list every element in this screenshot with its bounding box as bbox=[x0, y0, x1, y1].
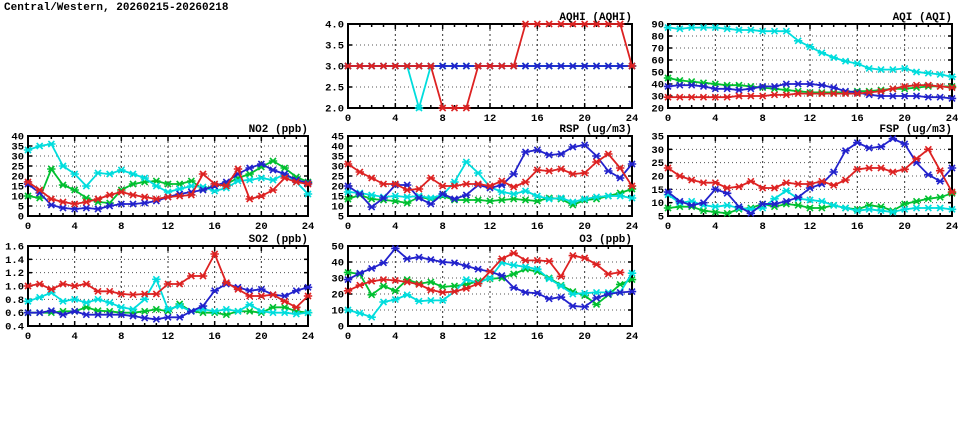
svg-text:24: 24 bbox=[625, 331, 639, 342]
svg-text:10: 10 bbox=[331, 201, 344, 214]
svg-text:O3 (ppb): O3 (ppb) bbox=[579, 234, 632, 246]
svg-text:25: 25 bbox=[11, 161, 24, 174]
svg-text:SO2 (ppb): SO2 (ppb) bbox=[248, 234, 308, 246]
svg-text:4: 4 bbox=[712, 221, 719, 232]
svg-text:3.0: 3.0 bbox=[325, 61, 344, 74]
chart-rsp bbox=[322, 120, 644, 236]
svg-text:50: 50 bbox=[651, 67, 664, 80]
svg-text:2.5: 2.5 bbox=[325, 82, 344, 95]
svg-text:12: 12 bbox=[161, 221, 175, 232]
svg-text:40: 40 bbox=[651, 79, 664, 92]
svg-text:1.2: 1.2 bbox=[5, 268, 24, 281]
svg-text:0: 0 bbox=[17, 211, 24, 224]
svg-text:0: 0 bbox=[344, 331, 352, 342]
svg-text:15: 15 bbox=[11, 181, 24, 194]
rsp-plot bbox=[322, 120, 644, 232]
svg-text:24: 24 bbox=[625, 113, 639, 124]
svg-text:0.8: 0.8 bbox=[5, 294, 24, 307]
svg-text:10: 10 bbox=[11, 191, 24, 204]
svg-text:1.0: 1.0 bbox=[5, 281, 24, 294]
svg-text:24: 24 bbox=[945, 113, 959, 124]
svg-text:20: 20 bbox=[255, 221, 268, 232]
svg-text:20: 20 bbox=[898, 113, 911, 124]
svg-text:2.0: 2.0 bbox=[325, 103, 344, 116]
svg-text:AQHI (AQHI): AQHI (AQHI) bbox=[559, 12, 632, 24]
svg-text:30: 30 bbox=[11, 151, 24, 164]
page-title: Central/Western, 20260215-20260218 bbox=[4, 2, 229, 14]
svg-text:16: 16 bbox=[851, 221, 864, 232]
svg-text:24: 24 bbox=[301, 331, 315, 342]
svg-text:0: 0 bbox=[664, 221, 672, 232]
svg-text:0: 0 bbox=[24, 331, 32, 342]
svg-text:0: 0 bbox=[664, 113, 672, 124]
svg-text:20: 20 bbox=[578, 113, 591, 124]
o3-plot bbox=[322, 230, 644, 342]
svg-text:80: 80 bbox=[651, 31, 664, 44]
svg-text:5: 5 bbox=[657, 211, 664, 224]
svg-text:8: 8 bbox=[759, 221, 766, 232]
svg-text:30: 30 bbox=[651, 144, 664, 157]
svg-text:FSP (ug/m3): FSP (ug/m3) bbox=[879, 124, 952, 136]
svg-text:8: 8 bbox=[439, 331, 446, 342]
svg-text:NO2 (ppb): NO2 (ppb) bbox=[248, 124, 308, 136]
svg-text:24: 24 bbox=[945, 221, 959, 232]
chart-aqhi bbox=[322, 8, 644, 124]
svg-text:16: 16 bbox=[531, 113, 544, 124]
svg-text:0: 0 bbox=[24, 221, 32, 232]
svg-text:AQI (AQI): AQI (AQI) bbox=[892, 12, 952, 24]
svg-text:4: 4 bbox=[392, 331, 399, 342]
svg-text:20: 20 bbox=[578, 221, 591, 232]
svg-text:0: 0 bbox=[344, 113, 352, 124]
svg-text:20: 20 bbox=[255, 331, 268, 342]
svg-text:4: 4 bbox=[712, 113, 719, 124]
chart-aqi bbox=[642, 8, 964, 124]
svg-text:15: 15 bbox=[651, 184, 664, 197]
svg-text:RSP (ug/m3): RSP (ug/m3) bbox=[559, 124, 632, 136]
svg-text:0.6: 0.6 bbox=[5, 308, 24, 321]
svg-text:16: 16 bbox=[208, 221, 221, 232]
svg-text:8: 8 bbox=[439, 221, 446, 232]
svg-text:8: 8 bbox=[118, 221, 125, 232]
svg-text:50: 50 bbox=[331, 241, 344, 254]
svg-text:45: 45 bbox=[331, 131, 344, 144]
svg-text:5: 5 bbox=[17, 201, 24, 214]
svg-text:4.0: 4.0 bbox=[325, 19, 344, 32]
svg-text:12: 12 bbox=[803, 221, 817, 232]
svg-text:12: 12 bbox=[483, 331, 497, 342]
svg-text:12: 12 bbox=[161, 331, 175, 342]
so2-plot bbox=[2, 230, 320, 342]
chart-fsp bbox=[642, 120, 964, 236]
svg-text:40: 40 bbox=[331, 141, 344, 154]
svg-text:4: 4 bbox=[392, 113, 399, 124]
svg-text:12: 12 bbox=[803, 113, 817, 124]
svg-text:5: 5 bbox=[337, 211, 344, 224]
svg-text:20: 20 bbox=[11, 171, 24, 184]
svg-text:12: 12 bbox=[483, 221, 497, 232]
svg-text:0: 0 bbox=[337, 321, 344, 334]
svg-text:20: 20 bbox=[578, 331, 591, 342]
svg-text:1.6: 1.6 bbox=[5, 241, 24, 254]
svg-text:20: 20 bbox=[331, 181, 344, 194]
svg-text:8: 8 bbox=[118, 331, 125, 342]
svg-text:4: 4 bbox=[71, 221, 78, 232]
svg-text:20: 20 bbox=[651, 171, 664, 184]
svg-text:35: 35 bbox=[651, 131, 664, 144]
aqi-plot bbox=[642, 8, 964, 124]
svg-text:30: 30 bbox=[651, 91, 664, 104]
svg-text:0.4: 0.4 bbox=[5, 321, 24, 334]
svg-text:30: 30 bbox=[331, 273, 344, 286]
svg-text:35: 35 bbox=[11, 141, 24, 154]
chart-no2 bbox=[2, 120, 324, 236]
svg-text:24: 24 bbox=[625, 221, 639, 232]
svg-text:40: 40 bbox=[331, 257, 344, 270]
chart-o3 bbox=[322, 230, 644, 346]
svg-text:24: 24 bbox=[301, 221, 315, 232]
svg-text:10: 10 bbox=[651, 198, 664, 211]
svg-text:10: 10 bbox=[331, 305, 344, 318]
svg-text:40: 40 bbox=[11, 131, 24, 144]
svg-text:4: 4 bbox=[71, 331, 78, 342]
svg-text:15: 15 bbox=[331, 191, 344, 204]
svg-text:1.4: 1.4 bbox=[5, 254, 24, 267]
aqhi-plot bbox=[322, 8, 644, 124]
chart-so2 bbox=[2, 230, 324, 346]
svg-text:3.5: 3.5 bbox=[325, 40, 344, 53]
svg-text:16: 16 bbox=[531, 331, 544, 342]
svg-text:20: 20 bbox=[331, 289, 344, 302]
svg-text:70: 70 bbox=[651, 43, 664, 56]
svg-text:25: 25 bbox=[331, 171, 344, 184]
svg-text:4: 4 bbox=[392, 221, 399, 232]
svg-text:25: 25 bbox=[651, 158, 664, 171]
svg-text:35: 35 bbox=[331, 151, 344, 164]
svg-text:20: 20 bbox=[898, 221, 911, 232]
svg-text:16: 16 bbox=[851, 113, 864, 124]
svg-text:0: 0 bbox=[344, 221, 352, 232]
svg-text:16: 16 bbox=[531, 221, 544, 232]
svg-text:8: 8 bbox=[759, 113, 766, 124]
svg-text:8: 8 bbox=[439, 113, 446, 124]
svg-text:60: 60 bbox=[651, 55, 664, 68]
svg-text:16: 16 bbox=[208, 331, 221, 342]
svg-text:30: 30 bbox=[331, 161, 344, 174]
svg-text:12: 12 bbox=[483, 113, 497, 124]
fsp-plot bbox=[642, 120, 964, 232]
svg-text:90: 90 bbox=[651, 19, 664, 32]
svg-text:20: 20 bbox=[651, 103, 664, 116]
no2-plot bbox=[2, 120, 320, 232]
